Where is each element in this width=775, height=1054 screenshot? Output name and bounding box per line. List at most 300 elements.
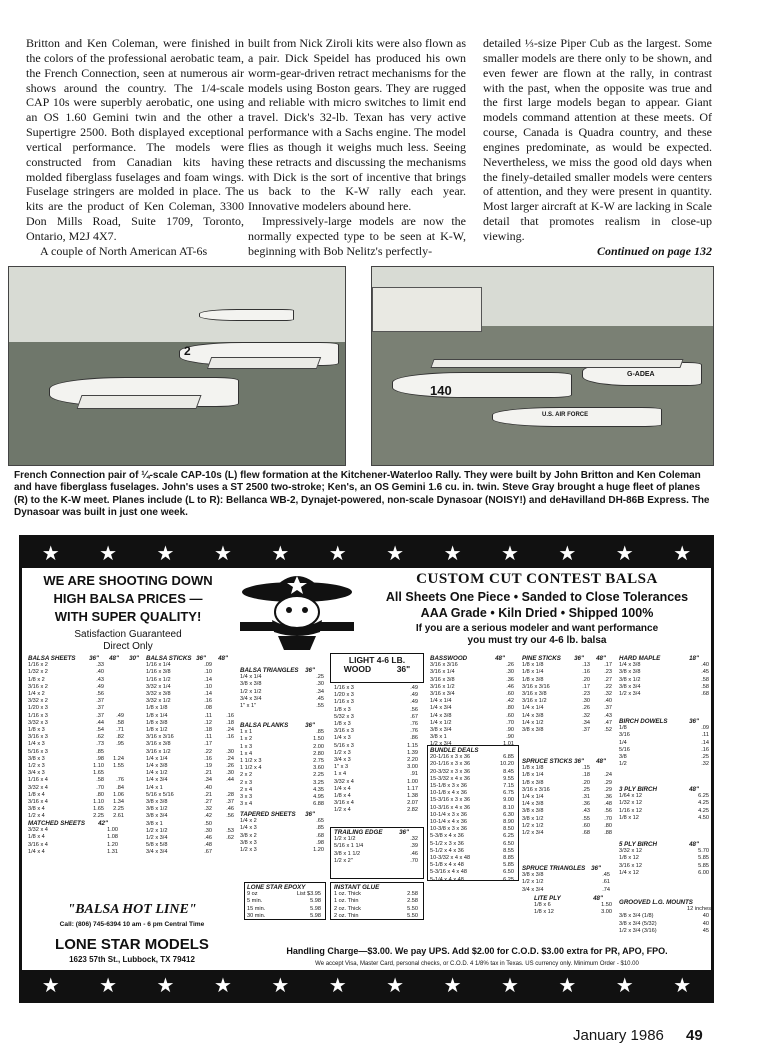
item-size: 1/8 x 12 [534, 909, 554, 916]
item-size: 3/8 x 4 [28, 806, 45, 813]
item-size: 3/4 x 3 [334, 757, 351, 764]
table-header-cell: 36" [574, 758, 584, 765]
table-row [430, 812, 516, 819]
item-size: 2 x 2 [240, 772, 253, 779]
table-instant-glue [334, 884, 420, 920]
item-price: .29 [604, 786, 612, 793]
item-price: .90 [506, 734, 514, 741]
item-price: .24 [226, 727, 234, 734]
item-price: .30 [204, 827, 212, 834]
item-size: 1/4 x 3/8 [430, 712, 452, 719]
table-row [334, 692, 420, 699]
star-icon: ★ [41, 541, 60, 565]
item-price: 1.34 [113, 799, 124, 806]
item-price: 1.08 [107, 834, 118, 841]
table-row [522, 780, 614, 787]
box-line: LIGHT 4-6 LB. [348, 655, 406, 665]
table-row [522, 662, 614, 669]
star-icon: ★ [328, 541, 347, 565]
item-size: 3/4 x 3/4 [146, 849, 168, 856]
table-row [146, 662, 238, 669]
table-row [334, 714, 420, 721]
item-price: 1.00 [107, 827, 118, 834]
item-size: 3/32 x 12 [619, 848, 643, 855]
item-price: 1.20 [107, 841, 118, 848]
light-wood-box [330, 653, 424, 683]
item-price: 1.10 [93, 799, 104, 806]
item-size: 1" x 1" [240, 703, 257, 710]
item-size: 1/8 x 12 [619, 855, 639, 862]
table-title [430, 747, 516, 754]
item-price: .68 [316, 832, 324, 839]
item-size: 1/2 x 3 [240, 847, 257, 854]
item-size: 1/4 x 3/4 [146, 777, 168, 784]
item-price: .16 [204, 755, 212, 762]
item-price: .27 [604, 676, 612, 683]
item-price: .88 [604, 830, 612, 837]
item-size: 2 x 3 [240, 779, 253, 786]
item-size: 1/32 x 2 [28, 669, 48, 676]
table-header-cell: 36" [305, 811, 315, 818]
table-row [430, 855, 516, 862]
item-price: .34 [316, 688, 324, 695]
item-price: 1.06 [113, 791, 124, 798]
item-size: 1/4 x 4 [334, 785, 351, 792]
item-price: .62 [226, 835, 234, 842]
item-size: 3/16 x 4 [28, 841, 48, 848]
table-title [619, 899, 711, 906]
table-header-cell: 48" [495, 655, 505, 662]
table-row [146, 669, 238, 676]
table-title [334, 829, 420, 836]
item-size: 3/8 x 1 [146, 820, 163, 827]
table-row [28, 662, 146, 669]
item-price: .23 [604, 669, 612, 676]
item-price: .85 [316, 729, 324, 736]
item-price [104, 691, 124, 698]
item-size: 1 x 2 [240, 736, 253, 743]
star-border-top [22, 538, 711, 568]
table-row [619, 754, 711, 761]
item-price: .28 [226, 791, 234, 798]
item-price: .11 [701, 732, 709, 739]
item-price: .32 [604, 691, 612, 698]
headline-line: WE ARE SHOOTING DOWN [43, 573, 213, 588]
table-row [240, 765, 326, 772]
table-row [146, 813, 238, 820]
table-header-cell: 48" [596, 758, 606, 765]
item-price [212, 662, 234, 669]
item-price: 8.85 [503, 855, 514, 862]
item-size: 3/32 x 2 [28, 698, 48, 705]
item-price: 5.98 [310, 912, 321, 919]
item-price: 45 [702, 927, 709, 934]
item-price: 2.25 [113, 806, 124, 813]
table-row [28, 677, 146, 684]
table-row [430, 848, 516, 855]
table-row [28, 734, 146, 741]
table-title-text: BASSWOOD [430, 655, 468, 662]
lone-star-ad [19, 535, 714, 1003]
item-size: 1/2 x 2" [334, 857, 353, 864]
item-price: 1.55 [113, 763, 124, 770]
table-title-text: BALSA TRIANGLES [240, 667, 299, 674]
item-price: .45 [602, 872, 610, 879]
item-price: .45 [701, 669, 709, 676]
photo-right [371, 266, 714, 466]
item-price: 8.55 [503, 847, 514, 854]
item-price: 3.00 [407, 764, 418, 771]
item-price: .11 [204, 734, 212, 741]
item-price [212, 741, 234, 748]
table-row [430, 790, 516, 797]
item-size: 1" x 3 [334, 764, 349, 771]
table-row [334, 836, 420, 843]
table-row [146, 727, 238, 734]
table-row [522, 879, 614, 886]
item-price: 3.00 [601, 909, 612, 916]
item-price: 1.31 [107, 848, 118, 855]
item-price: 2.58 [407, 898, 418, 905]
item-price: .76 [116, 777, 124, 784]
item-price: .60 [582, 822, 590, 829]
item-price: .80 [96, 791, 104, 798]
item-price [212, 677, 234, 684]
table-epoxy [247, 884, 323, 920]
item-size: 3/16 x 1/4 [430, 669, 455, 676]
star-icon: ★ [386, 541, 405, 565]
item-price: 1.15 [407, 742, 418, 749]
item-price: .20 [582, 779, 590, 786]
table-balsa-planks [240, 722, 326, 808]
item-price: .42 [204, 813, 212, 820]
item-price: .56 [96, 691, 104, 698]
table-title-text: BALSA STICKS [146, 655, 192, 662]
table-row [146, 741, 238, 748]
item-price: 2.25 [313, 772, 324, 779]
item-size: 3/8 x 2 [240, 832, 257, 839]
item-size: 1/4 x 3/4 [430, 705, 452, 712]
item-size: 10-3/32 x 4 x 48 [430, 855, 471, 862]
item-price: 40 [702, 920, 709, 927]
table-row [619, 870, 711, 877]
table-row [334, 707, 420, 714]
table-row [28, 756, 146, 763]
item-size: 5-1/2 x 4 x 36 [430, 847, 464, 854]
company-address: 1623 57th St., Lubbock, TX 79412 [69, 955, 195, 964]
item-price: .40 [204, 784, 212, 791]
table-header-cell: 36" [591, 865, 601, 872]
item-price: 7.15 [503, 783, 514, 790]
item-price: .21 [204, 791, 212, 798]
table-row [334, 858, 420, 865]
item-price: .56 [604, 808, 612, 815]
item-price: 6.88 [313, 801, 324, 808]
item-price: .20 [582, 676, 590, 683]
table-row [28, 849, 146, 856]
item-size: 1/2 x 3 [334, 749, 351, 756]
table-title-text: MATCHED SHEETS [28, 820, 85, 827]
item-price: .82 [116, 734, 124, 741]
table-row [430, 841, 516, 848]
item-price: 1.65 [93, 806, 104, 813]
item-price: 2.82 [407, 807, 418, 814]
item-price: .13 [582, 662, 590, 669]
ad-title: CUSTOM CUT CONTEST BALSA [416, 571, 658, 587]
item-size: 1/8 x 3/8 [522, 676, 544, 683]
item-price: .25 [582, 786, 590, 793]
table-matched-sheets [28, 820, 146, 856]
table-birch-dowels [619, 718, 711, 768]
item-price: 1.17 [407, 785, 418, 792]
item-price: .50 [204, 820, 212, 827]
item-size: 1/8 x 3/8 [522, 779, 544, 786]
table-row [146, 792, 238, 799]
table-row [522, 887, 614, 894]
item-size: 3/16 x 1/2 [146, 748, 171, 755]
table-row [146, 684, 238, 691]
table-row [619, 863, 711, 870]
headline-line: WITH SUPER QUALITY! [54, 609, 202, 624]
item-price: .08 [204, 705, 212, 712]
item-price: .37 [582, 727, 590, 734]
star-icon: ★ [443, 541, 462, 565]
table-row [28, 698, 146, 705]
table-row [619, 808, 711, 815]
table-row [146, 849, 238, 856]
plane-number: 2 [184, 344, 191, 358]
item-price: .22 [604, 683, 612, 690]
item-price: 2.61 [113, 813, 124, 820]
item-price: .16 [226, 734, 234, 741]
table-grooved-mounts [619, 899, 711, 935]
article-column-2 [248, 36, 466, 259]
item-price: .30 [316, 681, 324, 688]
table-row [240, 696, 326, 703]
table-title-text: BALSA PLANKS [240, 722, 289, 729]
item-size: 1/16 x 3 [28, 712, 48, 719]
item-size: 10-3/8 x 3 x 36 [430, 826, 468, 833]
table-row [334, 779, 420, 786]
table-row [146, 777, 238, 784]
item-size: 15 min. [247, 905, 266, 912]
item-size: 1/4 x 1/4 [146, 755, 168, 762]
guarantee-line: Satisfaction Guaranteed [74, 629, 182, 640]
table-row [240, 736, 326, 743]
item-size: 1/2 [619, 761, 627, 768]
table-row [334, 757, 420, 764]
table-row [28, 684, 146, 691]
table-header-cell: 36" [399, 829, 409, 836]
table-row [28, 669, 146, 676]
item-size: 1/16 x 1/2 [146, 676, 171, 683]
item-price: .21 [204, 770, 212, 777]
item-size: 3/16 x 3/16 [146, 734, 174, 741]
item-size: 1/8 x 6 [534, 902, 551, 909]
item-size: 3/32 x 1/4 [146, 683, 171, 690]
table-row [240, 833, 326, 840]
item-price: .12 [204, 719, 212, 726]
cowboy-mascot-icon [232, 570, 362, 652]
table-row [619, 725, 711, 732]
item-price: 2.20 [407, 757, 418, 764]
item-price: .32 [204, 806, 212, 813]
item-size: 3/16 x 3 [334, 728, 354, 735]
item-price: .37 [604, 705, 612, 712]
item-price: .32 [410, 836, 418, 843]
table-balsa-triangles [240, 667, 326, 710]
ad-tagline: AAA Grade • Kiln Dried • Shipped 100% [420, 606, 654, 620]
item-price: .55 [582, 815, 590, 822]
table-header-cell: 48" [689, 786, 699, 793]
table-title [522, 865, 614, 872]
item-size: 1/4 x 1/4 [430, 698, 452, 705]
table-row [240, 703, 326, 710]
table-title-text: 3 PLY BIRCH [619, 786, 657, 793]
item-price: .67 [204, 849, 212, 856]
table-row [240, 674, 326, 681]
item-price: 5.85 [698, 862, 709, 869]
item-price [104, 662, 124, 669]
item-size: 1/2 x 3/4 [619, 691, 641, 698]
item-size: 3/4 x 3 [28, 770, 45, 777]
item-price: .36 [604, 794, 612, 801]
item-size: 1/20 x 3 [334, 692, 354, 699]
item-price: .25 [701, 754, 709, 761]
table-title-text: BALSA SHEETS [28, 655, 76, 662]
item-size: 3/8 x 3/8 [240, 681, 262, 688]
item-price [212, 691, 234, 698]
table-row [619, 761, 711, 768]
table-row [430, 727, 514, 734]
item-size: 1/8 x 3 [28, 727, 45, 734]
item-price: .45 [316, 695, 324, 702]
table-pine-sticks [522, 655, 614, 734]
star-icon: ★ [673, 973, 692, 997]
table-spruce-triangles [522, 865, 614, 894]
table-title [619, 841, 711, 848]
table-row [334, 735, 420, 742]
item-price [104, 770, 124, 777]
item-size: 1/2 x 4 [334, 807, 351, 814]
item-size: 1/4 x 3 [334, 735, 351, 742]
item-price: 8.45 [503, 768, 514, 775]
item-price: 6.25 [503, 876, 514, 883]
table-row [240, 744, 326, 751]
plane-number: 140 [430, 383, 452, 398]
wing-shape [76, 395, 201, 409]
item-size: 1/4 x 1/4 [240, 674, 262, 681]
table-row [28, 806, 146, 813]
balsa-hotline: "BALSA HOT LINE" [67, 902, 197, 917]
item-price: 6.75 [503, 790, 514, 797]
table-row [28, 720, 146, 727]
item-size: 1/4 x 1/2 [430, 719, 452, 726]
item-price: 5.70 [698, 848, 709, 855]
table-row [522, 677, 614, 684]
item-price: .98 [96, 755, 104, 762]
item-price: .70 [410, 857, 418, 864]
table-row [534, 902, 614, 909]
table-row [334, 807, 420, 814]
table-row [146, 677, 238, 684]
item-price: .16 [226, 712, 234, 719]
item-price: .62 [96, 734, 104, 741]
item-price: 6.50 [503, 869, 514, 876]
table-3-ply-birch [619, 786, 711, 822]
item-size: 3/16 x 3/16 [522, 683, 550, 690]
table-row [522, 727, 614, 734]
item-size: 3/16 x 3 [28, 734, 48, 741]
item-price: .46 [226, 806, 234, 813]
star-icon: ★ [213, 541, 232, 565]
item-size: 1/8 x 3/8 [146, 719, 168, 726]
table-header-cell: 48" [689, 841, 699, 848]
table-row [430, 819, 516, 826]
item-price: .70 [506, 719, 514, 726]
item-price: .15 [582, 765, 590, 772]
item-price: .86 [410, 735, 418, 742]
item-size: 5-1/4 x 4 x 48 [430, 876, 464, 883]
table-title [534, 895, 614, 902]
item-size: 5/16 x 1 1/4 [334, 843, 364, 850]
table-row [247, 898, 323, 905]
item-size: 1/16 x 12 [619, 807, 643, 814]
item-price: 5.98 [310, 898, 321, 905]
item-price: .98 [316, 839, 324, 846]
star-icon: ★ [213, 973, 232, 997]
table-header-cell: 36" [196, 655, 206, 662]
item-price: 6.25 [503, 833, 514, 840]
item-price: .18 [582, 772, 590, 779]
table-row [146, 734, 238, 741]
table-header-cell: 36" [305, 722, 315, 729]
star-icon: ★ [500, 541, 519, 565]
item-price: .58 [701, 683, 709, 690]
table-row [430, 797, 516, 804]
table-row [522, 794, 614, 801]
table-row [240, 847, 326, 854]
item-size: 5/32 x 3 [334, 713, 354, 720]
item-price: .14 [701, 739, 709, 746]
item-size: 3/8 x 1/2 [619, 676, 641, 683]
table-row [619, 800, 711, 807]
item-size: 9 oz [247, 891, 258, 898]
item-size: 3/16 x 3/8 [522, 691, 547, 698]
table-row [334, 891, 420, 898]
table-row [28, 799, 146, 806]
item-size: 1 x 4 [240, 750, 253, 757]
table-row [240, 787, 326, 794]
table-title [430, 655, 514, 662]
item-price [590, 765, 612, 772]
item-price: .52 [604, 727, 612, 734]
item-size: 1/4 x 3/8 [146, 763, 168, 770]
table-title [146, 655, 238, 662]
item-price [104, 698, 124, 705]
item-price: .40 [604, 698, 612, 705]
table-row [619, 815, 711, 822]
item-size: 3/8 x 1/2 [146, 806, 168, 813]
table-row [247, 891, 323, 898]
item-size: 3/16 [619, 732, 630, 739]
item-price: .85 [316, 825, 324, 832]
item-price: 9.00 [503, 797, 514, 804]
item-size: 1/2 x 1/2 [240, 688, 262, 695]
table-row [619, 848, 711, 855]
item-price: .18 [226, 719, 234, 726]
table-title-text: GROOVED L.G. MOUNTS [619, 899, 693, 906]
